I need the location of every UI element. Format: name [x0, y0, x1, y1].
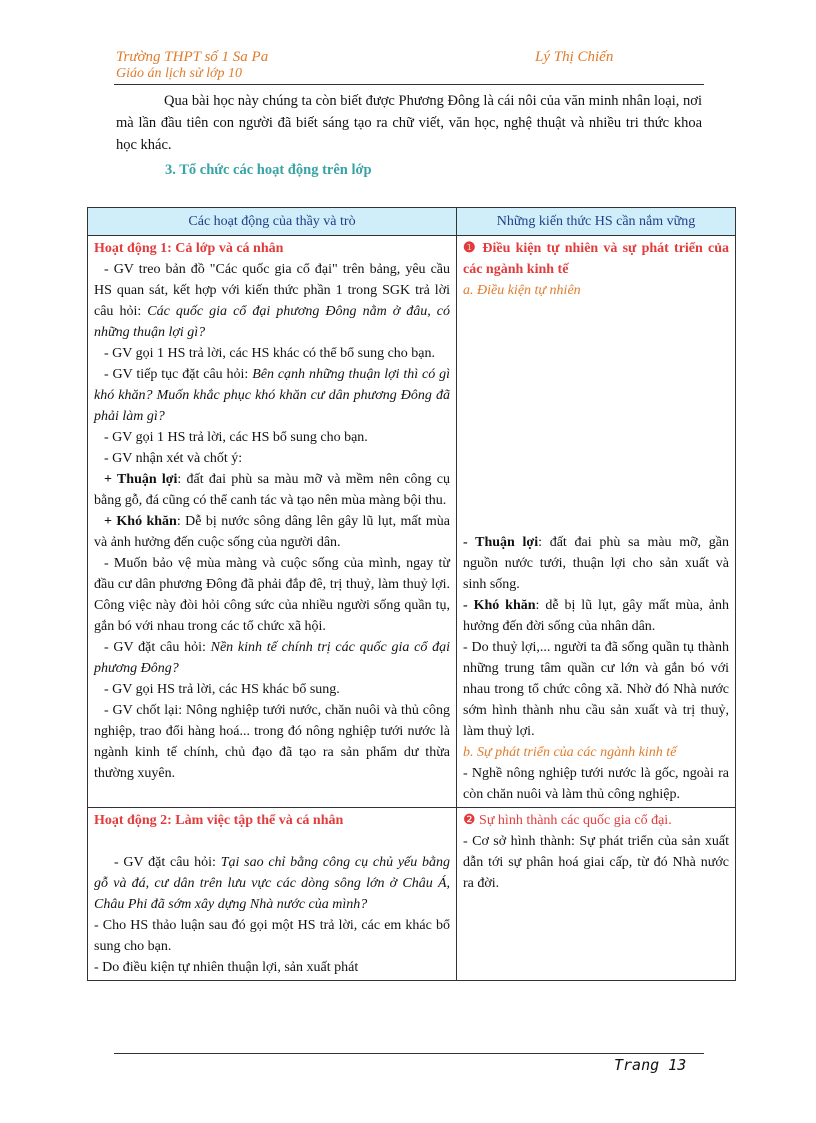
knowledge-2-point: - Cơ sở hình thành: Sự phát triển của sản xuất dẫn tới sự phân hoá giai cấp, từ đó Nhà nước ra đời. — [463, 834, 729, 891]
activity-1-step: - GV treo bản đồ "Các quốc gia cổ đại" trên bảng, yêu cầu HS quan sát, kết hợp với kiến thức phần 1 trong SGK trả lời câu hỏi: Các quốc gia cổ đại phương Đông nằm ở đâu, có những thuận lợi gì? — [94, 262, 450, 340]
activity-1-step: - GV nhận xét và chốt ý: — [104, 451, 243, 466]
knowledge-1-point: - Do thuỷ lợi,... người ta đã sống quần tụ thành những trung tâm quần cư lớn và gắn bó với nhau trong tổ chức công xã. Nhờ đó Nhà nước sớm hình thành nhu cầu sản xuất và trị thuỷ, làm thuỷ lợi. — [463, 640, 729, 739]
question-text: Tại sao chỉ bằng công cụ chủ yếu bằng gỗ và đá, cư dân trên lưu vực các dòng sông lớn ở Châu Á, Châu Phi đã sớm xây dựng Nhà nước của mình? — [94, 855, 450, 912]
knowledge-1-point: - Nghề nông nghiệp tưới nước là gốc, ngoài ra còn chăn nuôi và làm thủ công nghiệp. — [463, 766, 729, 802]
table-row — [88, 236, 736, 808]
spacer — [463, 301, 729, 532]
knowledge-1-title: ❶ Điều kiện tự nhiên và sự phát triển của các ngành kinh tế — [463, 241, 729, 277]
question-text: Nền kinh tế chính trị các quốc gia cổ đại phương Đông? — [94, 640, 450, 676]
lesson-table — [87, 207, 736, 981]
activity-1-step: - GV tiếp tục đặt câu hỏi: Bên cạnh những thuận lợi thì có gì khó khăn? Muốn khắc phục khó khăn cư dân phương Đông đã phải làm gì? — [94, 367, 450, 424]
header-school: Trường THPT số 1 Sa Pa — [116, 49, 269, 65]
section-title: 3. Tổ chức các hoạt động trên lớp — [165, 162, 372, 178]
activity-2-step: - Cho HS thảo luận sau đó gọi một HS trả lời, các em khác bổ sung cho bạn. — [94, 918, 450, 954]
activity-1-step: - GV gọi 1 HS trả lời, các HS khác có thể bổ sung cho bạn. — [104, 346, 436, 361]
column-header-activities: Các hoạt động của thầy và trò — [88, 208, 457, 236]
activity-1-step: - GV gọi 1 HS trả lời, các HS bổ sung cho bạn. — [104, 430, 368, 445]
activity-1-step: - GV gọi HS trả lời, các HS khác bổ sung. — [104, 682, 340, 697]
footer-rule — [114, 1053, 704, 1054]
header-subtitle: Giáo án lịch sử lớp 10 — [116, 66, 242, 81]
knowledge-1-advantage: - Thuận lợi: đất đai phù sa màu mỡ, gần nguồn nước tưới, thuận lợi cho sản xuất và sinh sống. — [463, 535, 729, 592]
activity-2-title: Hoạt động 2: Làm việc tập thể và cá nhân — [94, 813, 344, 828]
header-rule — [114, 84, 704, 85]
header-author: Lý Thị Chiến — [535, 49, 614, 65]
knowledge-2-title: ❷ Sự hình thành các quốc gia cổ đại. — [463, 813, 672, 828]
activity-1-step: - Muốn bảo vệ mùa màng và cuộc sống của mình, ngay từ đầu cư dân phương Đông đã phải đắp đê, trị thuỷ, làm thuỷ lợi. Công việc này đòi hỏi công sức của nhiều người sống quần tụ, gắn bó với nhau trong các tổ chức xã hội. — [94, 556, 450, 634]
activity-cell-1 — [88, 236, 457, 808]
spacer — [94, 831, 450, 852]
question-text: Bên cạnh những thuận lợi thì có gì khó khăn? Muốn khắc phục khó khăn cư dân phương Đông đã phải làm gì? — [94, 367, 450, 424]
knowledge-1-subtitle-a: a. Điều kiện tự nhiên — [463, 283, 581, 298]
intro-paragraph: Qua bài học này chúng ta còn biết được Phương Đông là cái nôi của văn minh nhân loại, nơi mà lần đầu tiên con người đã biết sáng tạo ra chữ viết, văn học, nghệ thuật và nhiều tri thức khoa học khác. — [116, 93, 702, 153]
knowledge-cell-2 — [457, 808, 736, 981]
page-number: Trang 13 — [614, 1056, 687, 1074]
question-text: Các quốc gia cổ đại phương Đông nằm ở đâu, có những thuận lợi gì? — [94, 304, 450, 340]
activity-1-advantage: + Thuận lợi: đất đai phù sa màu mỡ và mềm nên công cụ bằng gỗ, đá cũng có thể canh tác và tạo nên mùa màng bội thu. — [94, 472, 450, 508]
column-header-knowledge: Những kiến thức HS cần nắm vững — [457, 208, 736, 236]
activity-1-difficulty: + Khó khăn: Dễ bị nước sông dâng lên gây lũ lụt, mất mùa và ảnh hưởng đến cuộc sống của người dân. — [94, 514, 451, 550]
table-header-row — [88, 208, 736, 236]
knowledge-1-subtitle-b: b. Sự phát triển của các ngành kinh tế — [463, 745, 677, 760]
table-row — [88, 808, 736, 981]
knowledge-1-difficulty: - Khó khăn: dễ bị lũ lụt, gây mất mùa, ảnh hưởng đến đời sống của nhân dân. — [463, 598, 730, 634]
knowledge-cell-1 — [457, 236, 736, 808]
activity-cell-2 — [88, 808, 457, 981]
activity-2-step: - Do điều kiện tự nhiên thuận lợi, sản xuất phát — [94, 960, 359, 975]
activity-2-step: - GV đặt câu hỏi: Tại sao chỉ bằng công cụ chủ yếu bằng gỗ và đá, cư dân trên lưu vực các dòng sông lớn ở Châu Á, Châu Phi đã sớm xây dựng Nhà nước của mình? — [94, 855, 450, 912]
activity-1-step: - GV đặt câu hỏi: Nền kinh tế chính trị các quốc gia cổ đại phương Đông? — [94, 640, 450, 676]
activity-1-title: Hoạt động 1: Cả lớp và cá nhân — [94, 241, 284, 256]
activity-1-step: - GV chốt lại: Nông nghiệp tưới nước, chăn nuôi và thủ công nghiệp, trao đổi hàng hoá... trong đó nông nghiệp tưới nước là ngành kinh tế chính, chủ đạo đã tạo ra sản phẩm dư thừa thường xuyên. — [94, 703, 450, 781]
